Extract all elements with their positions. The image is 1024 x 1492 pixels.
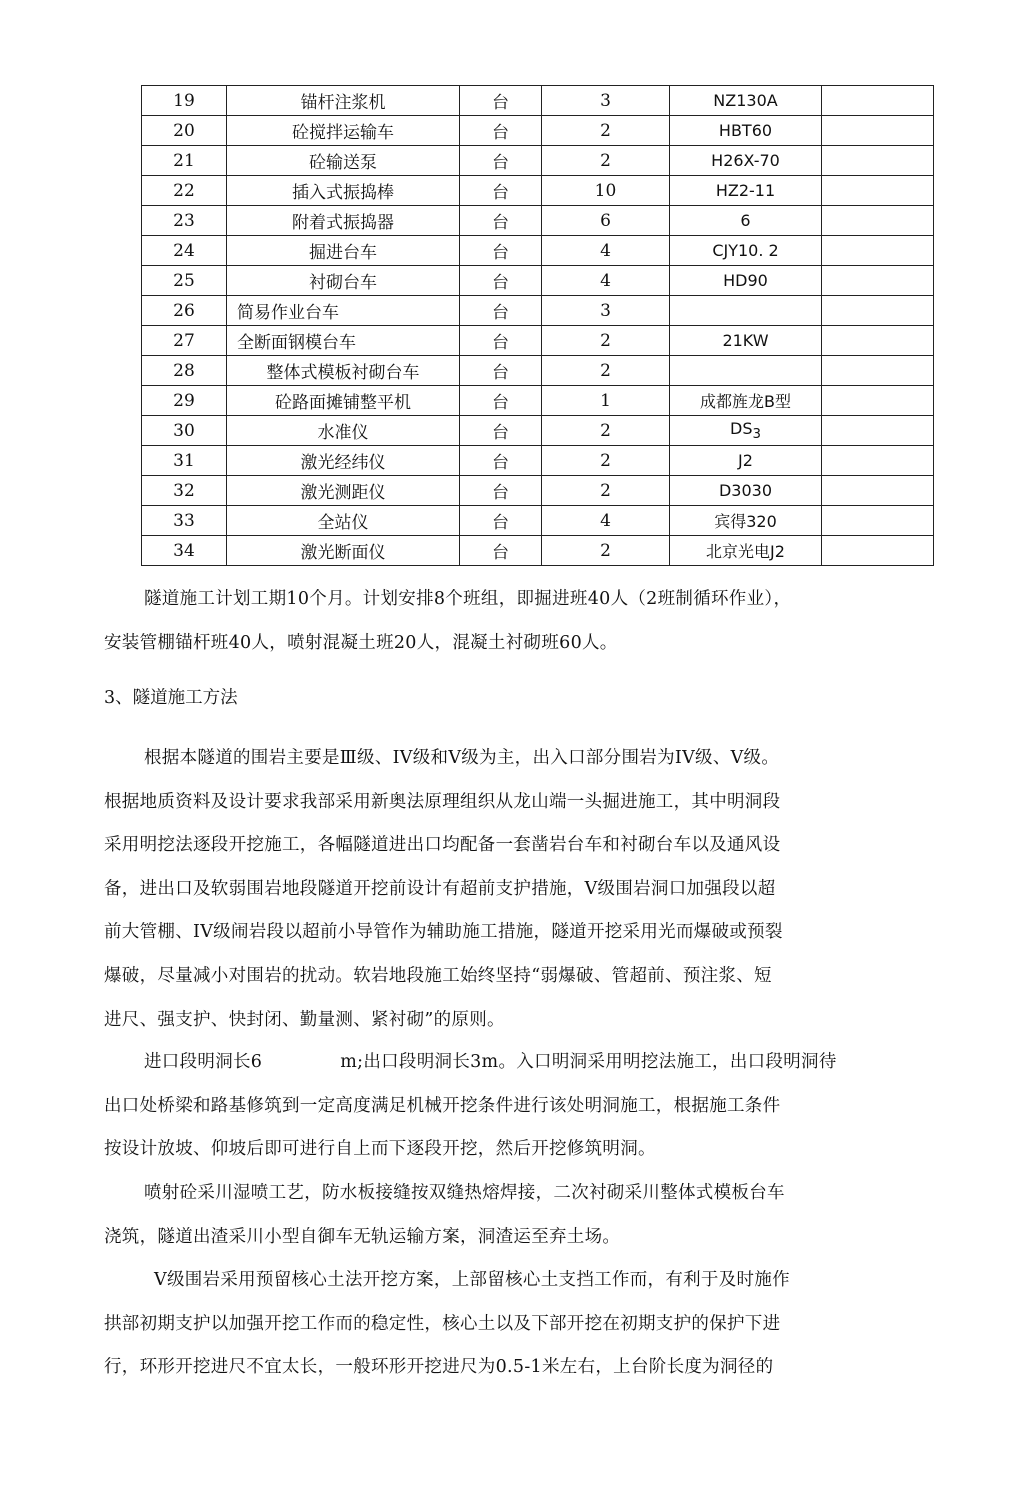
model-spec-cell-text: 北京光电J2 [706, 542, 785, 561]
quantity-cell-text: 2 [600, 330, 611, 351]
model-spec-cell [670, 296, 822, 326]
equipment-name-cell-text: 全站仪 [317, 513, 369, 533]
equipment-name-cell-text: 衬砌台车 [309, 273, 377, 293]
table-row [142, 176, 934, 206]
model-spec-cell-text: D3030 [718, 481, 773, 500]
row-number-cell-text: 27 [173, 330, 195, 351]
equipment-name-cell [227, 356, 460, 386]
quantity-cell [542, 116, 670, 146]
model-spec-cell [670, 356, 822, 386]
quantity-cell [542, 236, 670, 266]
row-number-cell [142, 476, 227, 506]
unit-cell [460, 266, 542, 296]
quantity-cell [542, 266, 670, 296]
table-row [142, 356, 934, 386]
remarks-cell [822, 416, 934, 446]
equipment-table [141, 85, 934, 566]
remarks-cell [822, 296, 934, 326]
quantity-cell-text: 2 [600, 480, 611, 501]
row-number-cell [142, 206, 227, 236]
row-number-cell [142, 236, 227, 266]
quantity-cell [542, 356, 670, 386]
row-number-cell-text: 33 [173, 510, 195, 531]
text-line: 浇筑，隧道出渣采川小型自御车无轨运输方案，洞渣运至弃土场。 [104, 1226, 621, 1247]
unit-cell-text: 台 [492, 273, 509, 293]
unit-cell-text: 台 [492, 453, 509, 473]
table-row [142, 266, 934, 296]
model-spec-cell-text: 21KW [722, 331, 769, 350]
row-number-cell-text: 31 [173, 450, 195, 471]
table-row [142, 206, 934, 236]
text-segment: m;出口段明洞长3m。入口明洞采用明挖法施工，出口段明洞待 [340, 1052, 837, 1072]
unit-cell-text: 台 [492, 183, 509, 203]
model-spec-cell [670, 326, 822, 356]
model-spec-cell-text: DS [730, 418, 753, 438]
unit-cell-text: 台 [492, 483, 509, 503]
paragraph-schedule [104, 578, 904, 665]
table-row [142, 296, 934, 326]
remarks-cell [822, 176, 934, 206]
text-segment: 进口段明洞长6 [144, 1052, 263, 1072]
quantity-cell-text: 2 [600, 150, 611, 171]
text-line: 采用明挖法逐段开挖施工，各幅隧道进出口均配备一套凿岩台车和衬砌台车以及通风设 [104, 835, 781, 856]
equipment-name-cell [227, 206, 460, 236]
equipment-name-cell-text: 激光测距仪 [300, 483, 386, 503]
table-row [142, 146, 934, 176]
model-spec-cell-text: NZ130A [713, 91, 778, 110]
quantity-cell-text: 6 [600, 210, 611, 231]
paragraph-core-soil [104, 1259, 904, 1390]
model-spec-subscript: 3 [752, 427, 761, 443]
row-number-cell-text: 20 [173, 120, 195, 141]
model-spec-cell [670, 266, 822, 296]
text-line: 爆破，尽量减小对围岩的扰动。软岩地段施工始终坚持“弱爆破、管超前、预注浆、短 [104, 965, 772, 986]
quantity-cell [542, 86, 670, 116]
unit-cell [460, 326, 542, 356]
equipment-name-cell-text: 砼输送泵 [309, 153, 377, 173]
quantity-cell [542, 416, 670, 446]
row-number-cell [142, 356, 227, 386]
unit-cell [460, 506, 542, 536]
text-line: 隧道施工计划工期10个月。计划安排8个班组，即掘进班40人（2班制循环作业）， [144, 589, 792, 609]
equipment-name-cell-text: 砼路面摊铺整平机 [275, 393, 411, 413]
quantity-cell [542, 296, 670, 326]
equipment-name-cell-text: 掘进台车 [309, 243, 377, 263]
equipment-name-cell [227, 326, 460, 356]
equipment-name-cell [227, 146, 460, 176]
unit-cell [460, 536, 542, 566]
unit-cell [460, 356, 542, 386]
remarks-cell [822, 506, 934, 536]
quantity-cell-text: 2 [600, 360, 611, 381]
remarks-cell [822, 446, 934, 476]
text-line: V级围岩采用预留核心土法开挖方案，上部留核心土支挡工作而，有利于及时施作 [154, 1270, 790, 1290]
row-number-cell [142, 446, 227, 476]
table-row [142, 536, 934, 566]
text-line: 喷射砼采川湿喷工艺，防水板接缝按双缝热熔焊接，二次衬砌采川整体式模板台车 [144, 1183, 785, 1203]
model-spec-cell [670, 476, 822, 506]
remarks-cell [822, 146, 934, 176]
text-line: 行，环形开挖进尺不宜太长，一般环形开挖进尺为0.5-1米左右，上台阶长度为洞径的 [104, 1357, 774, 1378]
unit-cell-text: 台 [492, 363, 509, 383]
model-spec-cell-text: 6 [740, 211, 751, 230]
model-spec-cell [670, 446, 822, 476]
table-row [142, 416, 934, 446]
quantity-cell [542, 386, 670, 416]
equipment-name-cell [227, 116, 460, 146]
equipment-name-cell-text: 全断面钢模台车 [237, 333, 356, 353]
remarks-cell [822, 356, 934, 386]
equipment-name-cell [227, 536, 460, 566]
row-number-cell [142, 146, 227, 176]
unit-cell-text: 台 [492, 303, 509, 323]
table-row [142, 86, 934, 116]
row-number-cell-text: 28 [173, 360, 195, 381]
model-spec-cell-text: H26X-70 [711, 151, 780, 170]
unit-cell [460, 176, 542, 206]
unit-cell [460, 206, 542, 236]
row-number-cell-text: 34 [173, 540, 195, 561]
row-number-cell-text: 22 [173, 180, 195, 201]
equipment-name-cell [227, 176, 460, 206]
unit-cell [460, 296, 542, 326]
model-spec-cell-text: CJY10. 2 [712, 241, 779, 260]
row-number-cell [142, 386, 227, 416]
quantity-cell-text: 2 [600, 120, 611, 141]
section-heading: 3、隧道施工方法 [104, 688, 238, 708]
quantity-cell [542, 476, 670, 506]
row-number-cell [142, 536, 227, 566]
table-row [142, 326, 934, 356]
unit-cell-text: 台 [492, 513, 509, 533]
text-line: 拱部初期支护以加强开挖工作而的稳定性，核心土以及下部开挖在初期支护的保护下进 [104, 1313, 781, 1334]
model-spec-cell [670, 536, 822, 566]
equipment-name-cell [227, 266, 460, 296]
equipment-name-cell-text: 水准仪 [317, 423, 369, 443]
unit-cell-text: 台 [492, 333, 509, 353]
row-number-cell [142, 176, 227, 206]
equipment-name-cell [227, 236, 460, 266]
equipment-name-cell [227, 476, 460, 506]
equipment-name-cell [227, 506, 460, 536]
equipment-name-cell [227, 446, 460, 476]
equipment-name-cell-text: 附着式振捣器 [292, 213, 394, 233]
unit-cell-text: 台 [492, 213, 509, 233]
equipment-name-cell-text: 激光经纬仪 [300, 453, 386, 473]
unit-cell-text: 台 [492, 93, 509, 113]
quantity-cell [542, 536, 670, 566]
model-spec-cell-text: 宾得320 [714, 512, 777, 531]
table-row [142, 476, 934, 506]
text-line [104, 1041, 904, 1085]
quantity-cell [542, 506, 670, 536]
quantity-cell [542, 326, 670, 356]
unit-cell-text: 台 [492, 393, 509, 413]
quantity-cell-text: 4 [600, 270, 611, 291]
remarks-cell [822, 116, 934, 146]
equipment-name-cell-text: 简易作业台车 [237, 303, 339, 323]
remarks-cell [822, 236, 934, 266]
model-spec-cell [670, 236, 822, 266]
row-number-cell [142, 326, 227, 356]
row-number-cell [142, 506, 227, 536]
row-number-cell-text: 30 [173, 420, 195, 441]
text-line: 前大管棚、IV级闹岩段以超前小导管作为辅助施工措施，隧道开挖采用光而爆破或预裂 [104, 922, 783, 943]
text-line: 备，进出口及软弱围岩地段隧道开挖前设计有超前支护措施，V级围岩洞口加强段以超 [104, 878, 776, 899]
model-spec-cell [670, 116, 822, 146]
equipment-name-cell [227, 296, 460, 326]
row-number-cell-text: 21 [173, 150, 195, 171]
quantity-cell-text: 2 [600, 450, 611, 471]
row-number-cell [142, 116, 227, 146]
model-spec-cell [670, 206, 822, 236]
quantity-cell-text: 4 [600, 240, 611, 261]
paragraph-method [104, 737, 904, 1042]
quantity-cell-text: 10 [594, 180, 617, 201]
model-spec-cell-text: HZ2-11 [715, 181, 776, 200]
quantity-cell [542, 176, 670, 206]
unit-cell-text: 台 [492, 153, 509, 173]
table-row [142, 506, 934, 536]
model-spec-cell [670, 86, 822, 116]
quantity-cell-text: 2 [600, 420, 611, 441]
quantity-cell-text: 3 [600, 300, 611, 321]
row-number-cell-text: 23 [173, 210, 195, 231]
row-number-cell [142, 416, 227, 446]
text-line: 按设计放坡、仰坡后即可进行自上而下逐段开挖，然后开挖修筑明洞。 [104, 1139, 656, 1160]
remarks-cell [822, 266, 934, 296]
text-line: 进尺、强支护、快封闭、勤量测、紧衬砌”的原则。 [104, 1009, 505, 1030]
table-row [142, 116, 934, 146]
model-spec-cell [670, 386, 822, 416]
model-spec-cell [670, 506, 822, 536]
equipment-name-cell-text: 插入式振捣棒 [292, 183, 394, 203]
model-spec-cell [670, 416, 822, 446]
equipment-name-cell-text: 整体式模板衬砌台车 [266, 363, 420, 383]
unit-cell [460, 476, 542, 506]
equipment-name-cell-text: 锚杆注浆机 [300, 93, 386, 113]
unit-cell-text: 台 [492, 123, 509, 143]
unit-cell [460, 86, 542, 116]
remarks-cell [822, 536, 934, 566]
model-spec-cell [670, 176, 822, 206]
text-line: 根据本隧道的围岩主要是Ⅲ级、IV级和V级为主，出入口部分围岩为IV级、V级。 [144, 748, 780, 768]
text-line: 安装管棚锚杆班40人，喷射混凝土班20人，混凝土衬砌班60人。 [104, 632, 618, 653]
equipment-name-cell-text: 砼搅拌运输车 [292, 123, 394, 143]
remarks-cell [822, 386, 934, 416]
unit-cell [460, 116, 542, 146]
row-number-cell-text: 25 [173, 270, 195, 291]
quantity-cell-text: 3 [600, 90, 611, 111]
row-number-cell [142, 266, 227, 296]
unit-cell [460, 236, 542, 266]
model-spec-cell-text: HBT60 [718, 121, 773, 140]
equipment-name-cell-text: 激光断面仪 [300, 543, 386, 563]
equipment-name-cell [227, 416, 460, 446]
paragraph-open-cut [104, 1041, 904, 1172]
table-row [142, 236, 934, 266]
unit-cell-text: 台 [492, 423, 509, 443]
text-line: 出口处桥梁和路基修筑到一定高度满足机械开挖条件进行该处明洞施工，根据施工条件 [104, 1095, 781, 1116]
row-number-cell-text: 29 [173, 390, 195, 411]
row-number-cell-text: 26 [173, 300, 195, 321]
model-spec-cell-text: 成都旌龙B型 [700, 392, 791, 411]
model-spec-cell [670, 146, 822, 176]
quantity-cell [542, 146, 670, 176]
model-spec-cell-text: J2 [738, 451, 753, 470]
equipment-name-cell [227, 86, 460, 116]
table-row [142, 386, 934, 416]
equipment-table-body [142, 86, 934, 566]
row-number-cell-text: 19 [173, 90, 195, 111]
model-spec-cell-text: HD90 [723, 271, 768, 290]
quantity-cell-text: 1 [600, 390, 611, 411]
text-line: 根据地质资料及设计要求我部采用新奥法原理组织从龙山端一头掘进施工，其中明洞段 [104, 791, 781, 812]
quantity-cell-text: 4 [600, 510, 611, 531]
row-number-cell [142, 296, 227, 326]
remarks-cell [822, 206, 934, 236]
equipment-name-cell [227, 386, 460, 416]
remarks-cell [822, 476, 934, 506]
quantity-cell-text: 2 [600, 540, 611, 561]
remarks-cell [822, 326, 934, 356]
unit-cell [460, 386, 542, 416]
paragraph-shotcrete [104, 1172, 904, 1259]
unit-cell [460, 146, 542, 176]
remarks-cell [822, 86, 934, 116]
row-number-cell-text: 32 [173, 480, 195, 501]
quantity-cell [542, 206, 670, 236]
row-number-cell [142, 86, 227, 116]
unit-cell-text: 台 [492, 243, 509, 263]
unit-cell [460, 446, 542, 476]
row-number-cell-text: 24 [173, 240, 195, 261]
quantity-cell [542, 446, 670, 476]
unit-cell [460, 416, 542, 446]
table-row [142, 446, 934, 476]
unit-cell-text: 台 [492, 543, 509, 563]
